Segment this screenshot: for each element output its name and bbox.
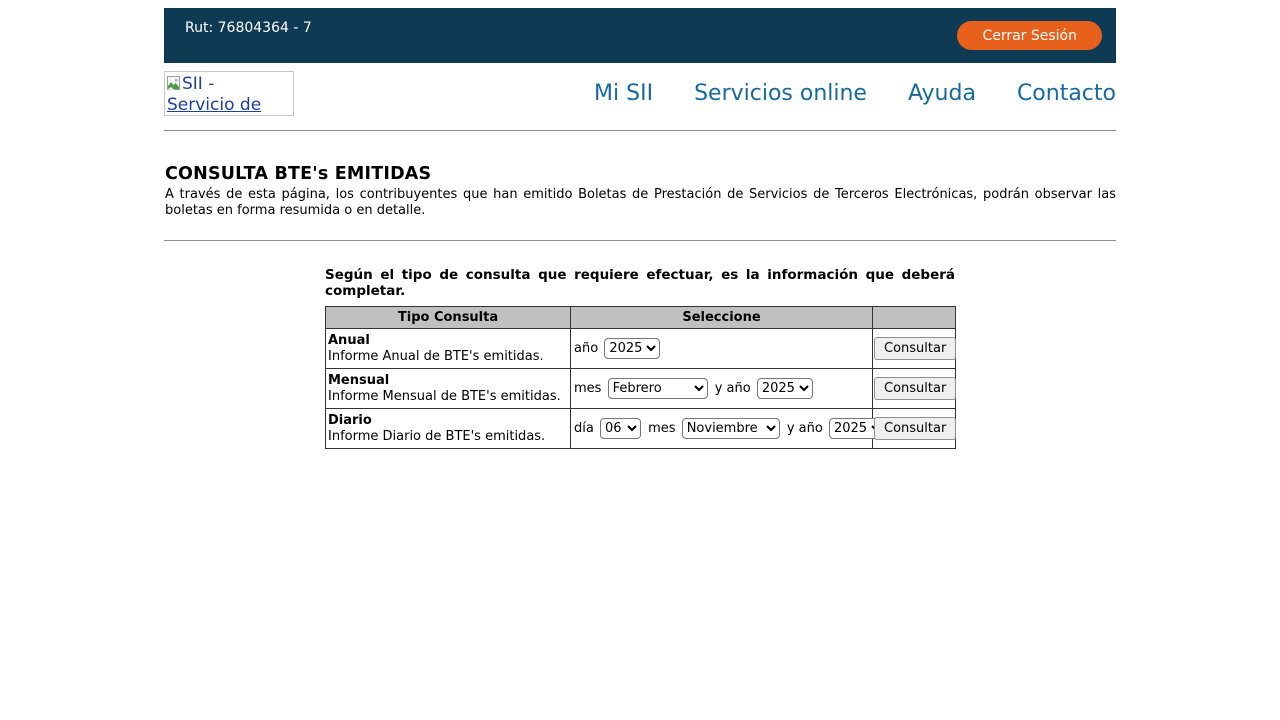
session-topbar xyxy=(164,8,1116,63)
diario-action-cell xyxy=(873,409,956,449)
mensual-label: Mensual xyxy=(328,373,390,388)
header-tipo-consulta: Tipo Consulta xyxy=(326,307,571,329)
mensual-detail: Informe Mensual de BTE's emitidas. xyxy=(328,388,561,404)
nav-contacto[interactable]: Contacto xyxy=(1016,80,1116,106)
nav-servicios-online[interactable]: Servicios online xyxy=(694,80,867,106)
consulta-section xyxy=(325,268,955,449)
anual-consultar-button[interactable]: Consultar xyxy=(874,337,956,360)
mensual-consultar-button[interactable]: Consultar xyxy=(874,377,956,400)
diario-label: Diario xyxy=(328,413,372,428)
rut-label: Rut: 76804364 - 7 xyxy=(185,20,312,36)
page-description: A través de esta página, los contribuyentes que han emitido Boletas de Prestación de Servicios de Terceros Electrónicas, podrán observar las boletas en forma resumida o en detalle. xyxy=(165,187,1116,218)
mensual-action-cell xyxy=(873,369,956,409)
nav-ayuda[interactable]: Ayuda xyxy=(907,80,976,106)
anual-ano-label: año xyxy=(574,341,599,356)
content-divider xyxy=(164,240,1116,241)
diario-tipo-cell xyxy=(326,409,571,449)
nav-mi-sii[interactable]: Mi SII xyxy=(594,80,654,106)
logout-button[interactable]: Cerrar Sesión xyxy=(957,21,1102,50)
header-seleccione: Seleccione xyxy=(571,307,873,329)
diario-ano-label: y año xyxy=(786,421,823,436)
anual-ano-select[interactable] xyxy=(604,338,660,359)
table-row-diario xyxy=(326,409,956,449)
mensual-tipo-cell xyxy=(326,369,571,409)
broken-image-icon xyxy=(167,76,181,91)
header-divider xyxy=(164,130,1116,131)
main-nav xyxy=(594,81,1116,106)
diario-select-cell xyxy=(571,409,873,449)
diario-consultar-button[interactable]: Consultar xyxy=(874,417,956,440)
diario-mes-select[interactable] xyxy=(682,418,780,439)
anual-select-cell xyxy=(571,329,873,369)
diario-dia-select[interactable] xyxy=(600,418,641,439)
table-row-mensual xyxy=(326,369,956,409)
mensual-ano-select[interactable] xyxy=(757,378,813,399)
mensual-mes-label: mes xyxy=(574,381,602,396)
consulta-table xyxy=(325,306,956,449)
anual-label: Anual xyxy=(328,333,370,348)
page-container xyxy=(164,0,1116,449)
diario-detail: Informe Diario de BTE's emitidas. xyxy=(328,428,546,444)
mensual-select-cell xyxy=(571,369,873,409)
site-header xyxy=(164,68,1116,118)
header-action xyxy=(873,307,956,329)
mensual-mes-select[interactable] xyxy=(608,378,708,399)
instruction-text: Según el tipo de consulta que requiere efectuar, es la información que deberá completar. xyxy=(325,267,955,299)
anual-tipo-cell xyxy=(326,329,571,369)
sii-logo-link[interactable] xyxy=(164,71,294,116)
logo-alt-line1: SII - xyxy=(167,74,291,95)
table-header-row xyxy=(326,307,956,329)
diario-dia-label: día xyxy=(574,421,594,436)
table-row-anual xyxy=(326,329,956,369)
logo-alt-line2: Servicio de xyxy=(167,94,262,115)
mensual-ano-label: y año xyxy=(714,381,751,396)
diario-mes-label: mes xyxy=(648,421,676,436)
anual-detail: Informe Anual de BTE's emitidas. xyxy=(328,348,544,364)
anual-action-cell xyxy=(873,329,956,369)
page-title: CONSULTA BTE's EMITIDAS xyxy=(165,164,432,184)
